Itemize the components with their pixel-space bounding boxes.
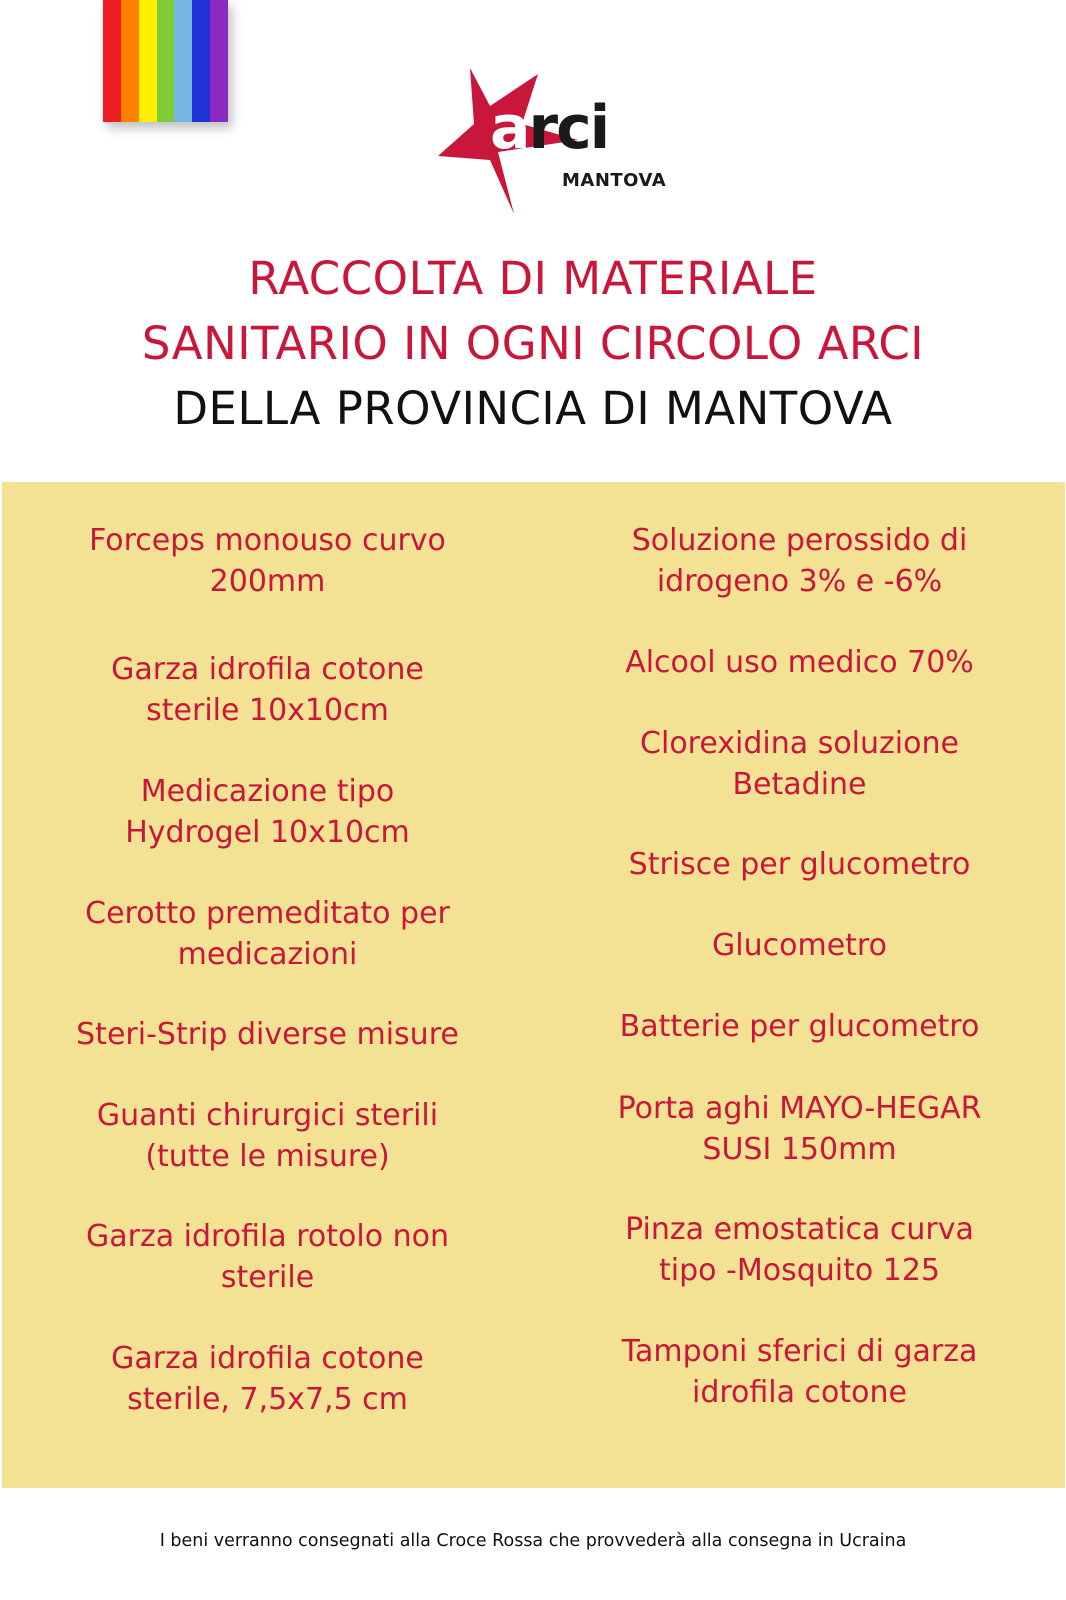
list-item: Soluzione perossido di idrogeno 3% e -6% [631, 523, 968, 599]
list-item: Porta aghi MAYO-HEGAR SUSI 150mm [617, 1091, 982, 1167]
materials-list-right [534, 482, 1065, 1488]
flag-stripe [121, 0, 139, 122]
materials-list-left [2, 482, 533, 1488]
list-item: Garza idrofila cotone sterile, 7,5x7,5 cm [111, 1341, 424, 1417]
list-item: Medicazione tipo Hydrogel 10x10cm [125, 774, 410, 850]
list-item: Garza idrofila rotolo non sterile [86, 1219, 449, 1295]
title-line-2: SANITARIO IN OGNI CIRCOLO ARCI [141, 317, 925, 370]
title-line-3: DELLA PROVINCIA DI MANTOVA [173, 382, 893, 435]
title-line-1: RACCOLTA DI MATERIALE [248, 252, 818, 305]
list-item: Batterie per glucometro [619, 1009, 980, 1044]
flag-stripe [103, 0, 121, 122]
list-item: Garza idrofila cotone sterile 10x10cm [111, 652, 424, 728]
flag-stripe [192, 0, 210, 122]
list-item: Clorexidina soluzione Betadine [640, 726, 959, 802]
list-item: Glucometro [712, 928, 887, 963]
materials-panel [2, 482, 1065, 1488]
list-item: Strisce per glucometro [628, 847, 971, 882]
list-item: Alcool uso medico 70% [625, 645, 974, 680]
logo-subtitle: MANTOVA [562, 170, 667, 191]
list-item: Guanti chirurgici sterili (tutte le misure) [96, 1098, 439, 1174]
footer-note: I beni verranno consegnati alla Croce Rossa che provvederà alla consegna in Ucraina [159, 1531, 907, 1551]
list-item: Cerotto premeditato per medicazioni [85, 896, 450, 972]
list-item: Tamponi sferici di garza idrofila cotone [621, 1334, 978, 1410]
flag-stripe [139, 0, 157, 122]
list-item: Forceps monouso curvo 200mm [89, 523, 446, 599]
list-item: Pinza emostatica curva tipo -Mosquito 125 [625, 1212, 974, 1288]
logo-wordmark: arci [490, 93, 609, 163]
flag-stripe [174, 0, 192, 122]
flag-stripe [210, 0, 228, 122]
arci-logo [438, 64, 678, 224]
flag-stripe [157, 0, 175, 122]
list-item: Steri-Strip diverse misure [76, 1017, 459, 1052]
rainbow-flag [103, 0, 228, 122]
